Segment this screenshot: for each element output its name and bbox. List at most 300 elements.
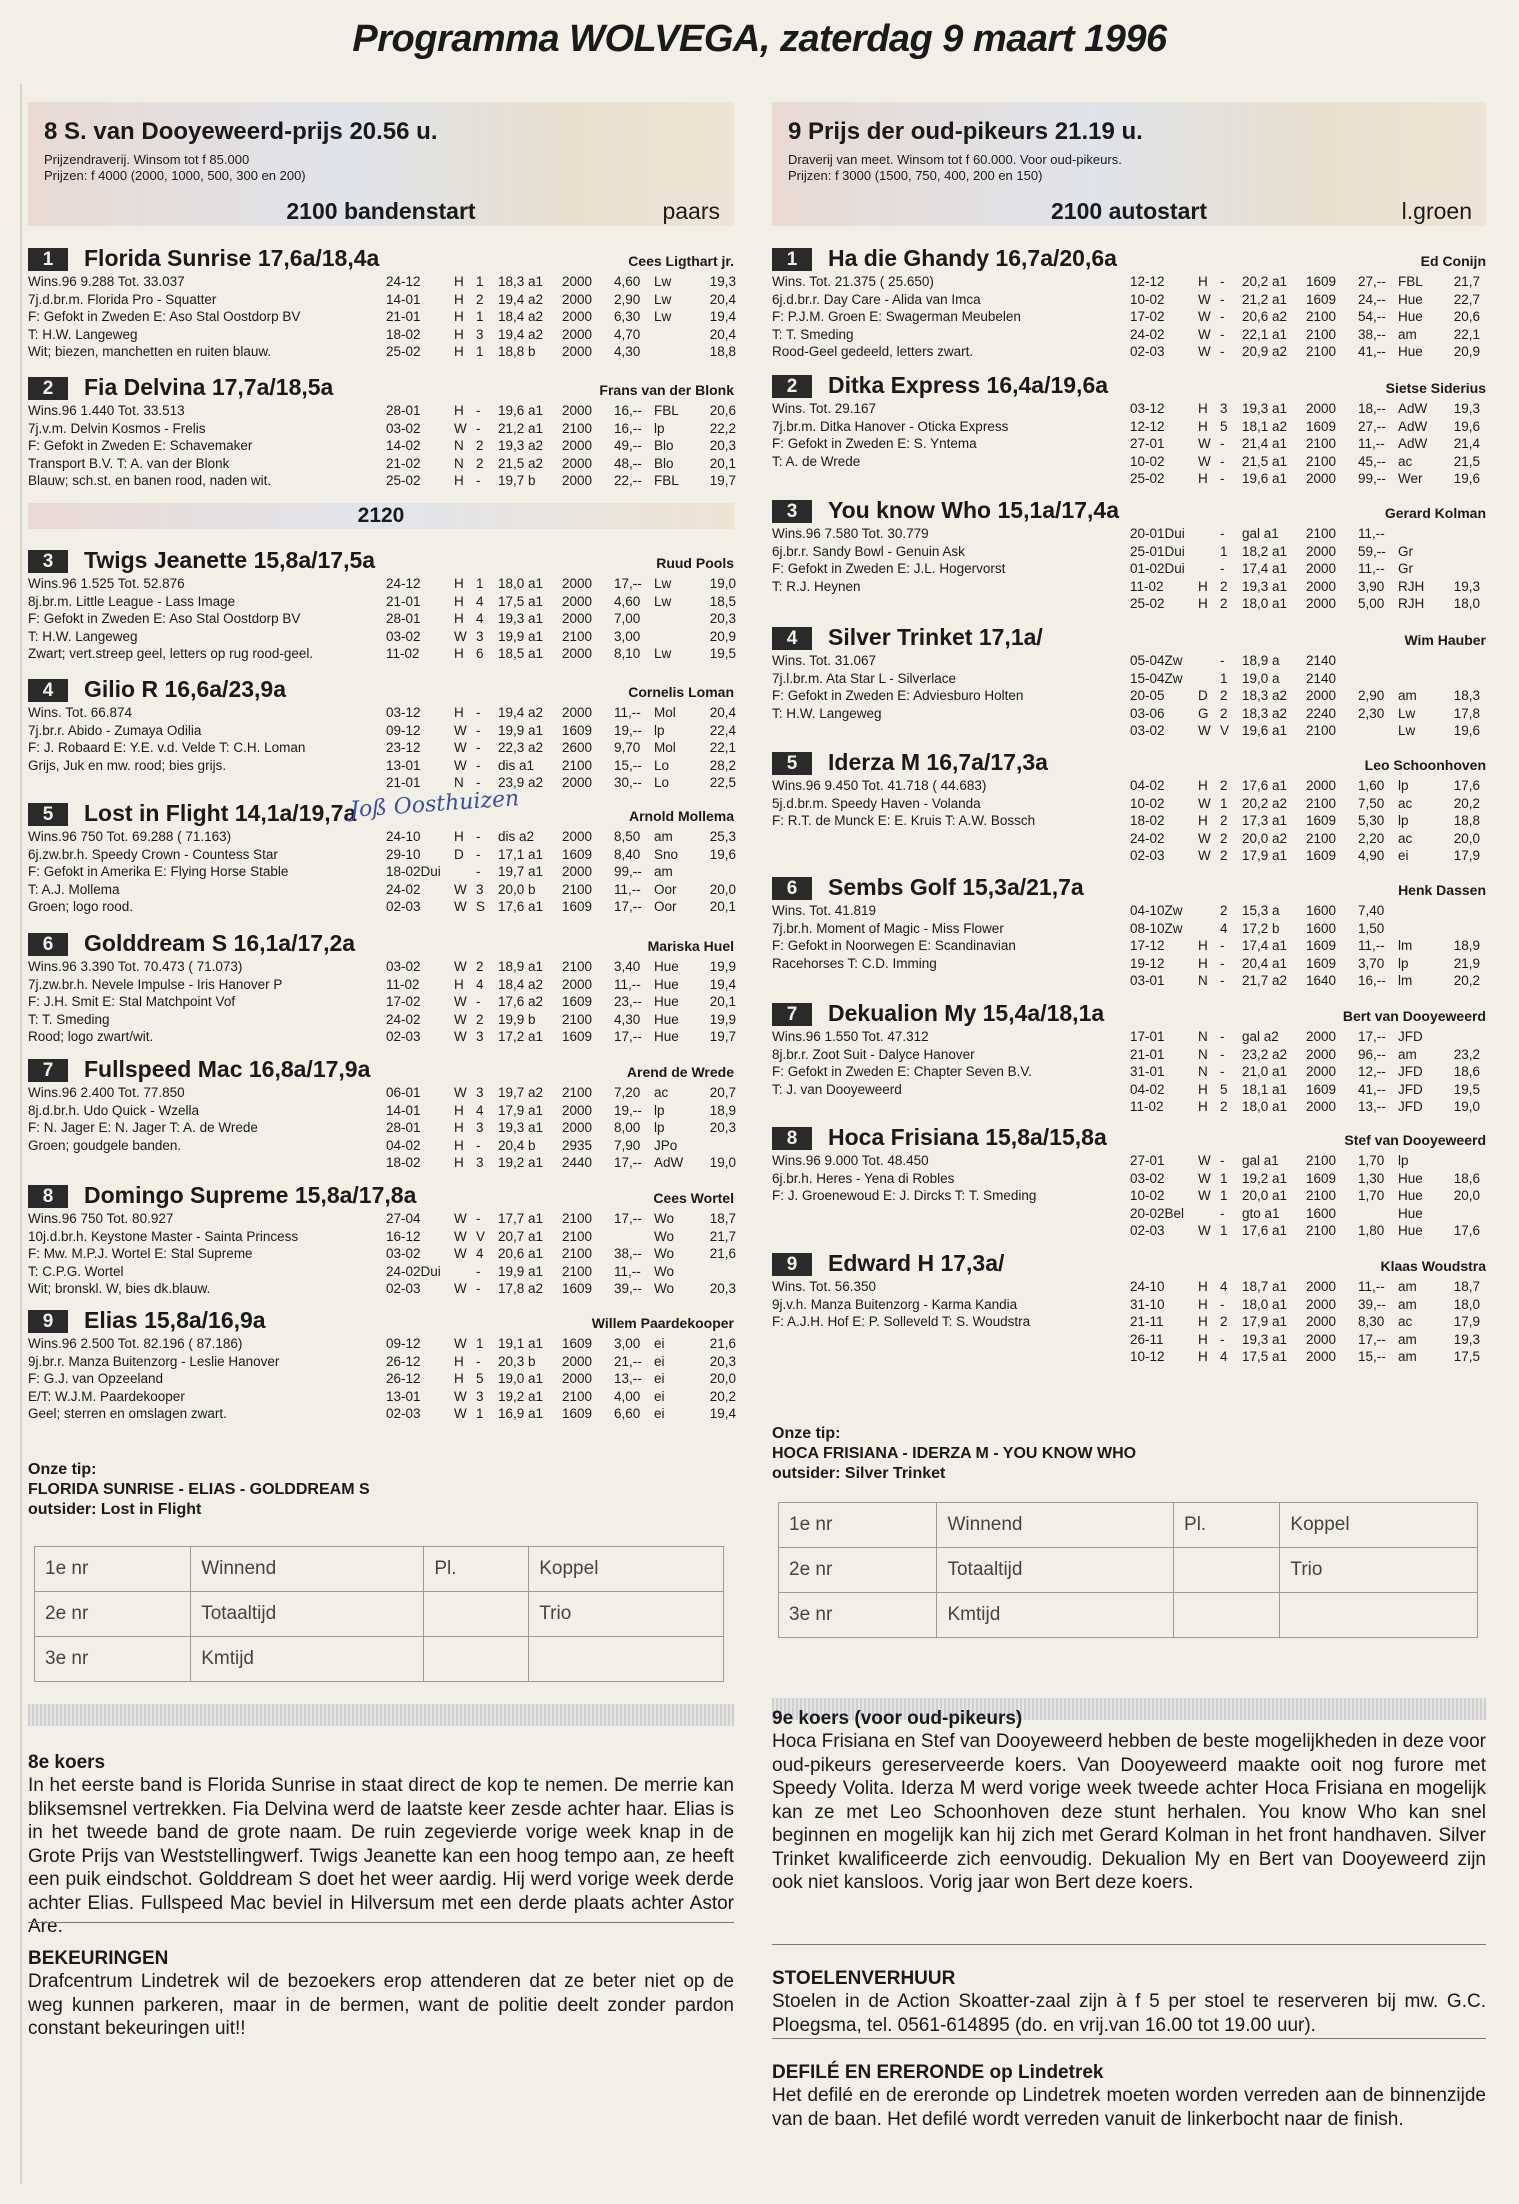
horse-header: [772, 874, 1486, 902]
performance-cell: 2000: [1306, 543, 1337, 559]
horse-entry: [28, 930, 734, 1046]
performance-cell: H: [1198, 955, 1208, 971]
results-row: [35, 1637, 724, 1682]
horse-info-line: Wins.96 2.500 Tot. 82.196 ( 87.186): [28, 1336, 243, 1351]
performance-cell: 08-10Zw: [1130, 920, 1183, 936]
performance-cell: 59,--: [1358, 543, 1386, 559]
horse-info-line: E/T: W.J.M. Paardekooper: [28, 1388, 185, 1404]
performance-cell: 3: [476, 1085, 484, 1100]
performance-row: [1130, 1170, 1480, 1188]
horse-header: [772, 372, 1486, 400]
performance-cell: 21,--: [614, 1353, 642, 1369]
performance-cell: Lo: [654, 757, 670, 773]
performance-cell: Blo: [654, 455, 674, 471]
performance-cell: 2100: [562, 1228, 593, 1244]
horse-info-line: 9j.br.r. Manza Buitenzorg - Leslie Hanover: [28, 1353, 280, 1369]
performance-cell: 18,--: [1358, 401, 1386, 416]
horse-info-line: Wins. Tot. 56.350: [772, 1279, 877, 1294]
horse-entry: [772, 1250, 1486, 1366]
performance-row: [1130, 670, 1480, 688]
performance-cell: 1609: [1306, 274, 1337, 289]
performance-cell: 10-02: [1130, 453, 1165, 469]
performance-cell: H: [1198, 1314, 1208, 1329]
performance-cell: 2000: [562, 291, 593, 307]
horse-details: [28, 958, 734, 1046]
performance-row: [386, 308, 736, 326]
results-cell[interactable]: Winnend: [191, 1547, 424, 1592]
results-cell[interactable]: [1174, 1548, 1280, 1593]
performance-cell: 20,2: [709, 1388, 736, 1404]
horse-header: [28, 547, 734, 575]
performance-row: [386, 1210, 736, 1228]
performance-cell: W: [1198, 436, 1211, 451]
performance-cell: 2000: [1306, 1046, 1337, 1062]
results-row: [35, 1547, 724, 1592]
notice-title: DEFILÉ EN ERERONDE op Lindetrek: [772, 2062, 1104, 2083]
performance-cell: 2000: [1306, 1279, 1337, 1294]
horse-name: Gilio R 16,6a/23,9a: [84, 676, 287, 702]
horse-info-line: 8j.d.br.h. Udo Quick - Wzella: [28, 1102, 200, 1118]
performance-cell: -: [1220, 973, 1225, 988]
horse-info-line: F: Gefokt in Zweden E: Aso Stal Oostdorp BV: [28, 309, 301, 324]
results-cell[interactable]: [424, 1592, 529, 1637]
performance-cell: 18,9 a1: [498, 959, 544, 974]
performance-cell: 14-02: [386, 438, 421, 453]
performance-cell: H: [454, 1120, 464, 1135]
section-rule: [28, 1922, 734, 1923]
performance-cell: W: [454, 1281, 467, 1296]
performance-cell: 19,5: [709, 646, 736, 661]
performance-cell: -: [1220, 344, 1225, 359]
performance-cell: 1609: [1306, 813, 1337, 828]
performance-cell: W: [1198, 1153, 1211, 1168]
performance-cell: FBL: [1398, 274, 1423, 289]
performance-cell: 2000: [1306, 1314, 1337, 1329]
performance-cell: W: [454, 722, 467, 738]
horse-details: [28, 828, 734, 916]
performance-cell: Wo: [654, 1246, 675, 1261]
performance-row: [386, 1280, 736, 1298]
performance-cell: 21,2 a1: [1242, 291, 1288, 307]
performance-cell: 3,70: [1358, 955, 1385, 971]
performance-cell: 18,9: [1453, 938, 1480, 953]
performance-cell: gto a1: [1242, 1205, 1280, 1221]
horse-info-line: Wins.96 9.450 Tot. 41.718 ( 44.683): [772, 778, 987, 793]
performance-cell: N: [1198, 1046, 1208, 1062]
performance-cell: Wo: [654, 1281, 675, 1296]
results-cell[interactable]: Winnend: [937, 1503, 1174, 1548]
performance-cell: 2: [476, 455, 484, 471]
performance-cell: W: [1198, 291, 1211, 307]
performance-cell: 13,--: [1358, 1099, 1386, 1114]
horse-info-line: Blauw; sch.st. en banen rood, naden wit.: [28, 473, 272, 488]
performance-cell: 19,3: [1453, 401, 1480, 416]
horse-info-line: Wins. Tot. 29.167: [772, 401, 877, 416]
performance-cell: 04-02: [1130, 1081, 1165, 1097]
results-cell[interactable]: [424, 1637, 529, 1682]
performance-cell: 1: [476, 576, 484, 591]
performance-cell: 5: [476, 1371, 484, 1386]
performance-cell: 39,--: [614, 1281, 642, 1296]
performance-cell: 1609: [1306, 291, 1337, 307]
performance-cell: 1609: [1306, 938, 1337, 953]
performance-cell: 39,--: [1358, 1296, 1386, 1312]
performance-cell: 20,3: [709, 611, 736, 626]
performance-cell: 20,0: [709, 881, 736, 897]
performance-cell: 17,2 b: [1242, 920, 1280, 936]
performance-cell: 15-04Zw: [1130, 670, 1183, 686]
page-title: Programma WOLVEGA, zaterdag 9 maart 1996: [352, 18, 1167, 60]
performance-row: [386, 739, 736, 757]
performance-cell: H: [1198, 401, 1208, 416]
performance-cell: 21-01: [386, 309, 421, 324]
results-cell[interactable]: Kmtijd: [191, 1637, 424, 1682]
performance-cell: 2000: [562, 473, 593, 488]
performance-cell: 16,--: [1358, 973, 1386, 988]
performance-cell: 31-10: [1130, 1296, 1165, 1312]
performance-cell: 18,8 b: [498, 344, 536, 359]
performance-cell: H: [454, 705, 464, 720]
performance-cell: 3: [476, 881, 484, 897]
performance-cell: 2935: [562, 1137, 593, 1153]
horse-details: [772, 400, 1486, 488]
driver-name: Cees Wortel: [653, 1190, 734, 1206]
performance-cell: 3: [1220, 401, 1228, 416]
performance-cell: am: [1398, 1296, 1417, 1312]
performance-row: [386, 1353, 736, 1371]
race-conditions: [44, 152, 306, 184]
horse-info-line: T: C.P.G. Wortel: [28, 1263, 124, 1279]
performance-cell: 21-02: [386, 455, 421, 471]
horse-info-line: Wins.96 3.390 Tot. 70.473 ( 71.073): [28, 959, 243, 974]
horse-info-line: F: J.H. Smit E: Stal Matchpoint Vof: [28, 994, 236, 1009]
horse-info-line: Wit; biezen, manchetten en ruiten blauw.: [28, 344, 272, 359]
performance-cell: 24-12: [386, 576, 421, 591]
performance-cell: Hue: [1398, 1170, 1423, 1186]
performance-cell: 2600: [562, 740, 593, 755]
performance-cell: 27,--: [1358, 274, 1386, 289]
performance-cell: 2000: [1306, 1029, 1337, 1044]
performance-cell: 5,30: [1358, 813, 1385, 828]
horse-info-line: Groen; logo rood.: [28, 899, 134, 914]
performance-cell: 24-02: [1130, 830, 1165, 846]
performance-cell: 01-02Dui: [1130, 561, 1185, 576]
performance-cell: 3: [476, 628, 484, 644]
past-performances: [1130, 273, 1480, 361]
performance-cell: 2000: [562, 593, 593, 609]
performance-cell: 18,2 a1: [1242, 543, 1288, 559]
results-cell[interactable]: Kmtijd: [937, 1593, 1174, 1638]
performance-cell: 21,7 a2: [1242, 973, 1288, 988]
performance-cell: 03-12: [1130, 401, 1165, 416]
results-cell[interactable]: 3e nr: [779, 1593, 937, 1638]
page-fold: [20, 84, 22, 2184]
performance-row: [386, 1119, 736, 1137]
performance-cell: Lo: [654, 775, 670, 790]
performance-cell: -: [476, 1263, 481, 1279]
performance-cell: lp: [654, 1120, 665, 1135]
horse-info-line: T: R.J. Heynen: [772, 578, 861, 594]
performance-cell: Mol: [654, 705, 676, 720]
horse-details: [772, 525, 1486, 613]
performance-cell: 28-01: [386, 1120, 421, 1135]
performance-cell: H: [454, 403, 464, 418]
performance-cell: 4,90: [1358, 848, 1385, 863]
performance-cell: H: [1198, 1296, 1208, 1312]
horse-info: [772, 273, 1132, 361]
performance-cell: 2000: [562, 705, 593, 720]
horse-name: Elias 15,8a/16,9a: [84, 1307, 266, 1333]
performance-cell: 15,--: [1358, 1349, 1386, 1364]
performance-cell: 2000: [562, 611, 593, 626]
horse-number-badge: 2: [28, 377, 68, 400]
performance-cell: ei: [1398, 848, 1409, 863]
results-cell[interactable]: [1174, 1593, 1280, 1638]
performance-cell: 3: [476, 1120, 484, 1135]
driver-name: Frans van der Blonk: [599, 382, 734, 398]
tip-line: HOCA FRISIANA - IDERZA M - YOU KNOW WHO: [772, 1445, 1137, 1462]
performance-cell: 12-12: [1130, 418, 1165, 434]
performance-cell: H: [454, 309, 464, 324]
performance-cell: 19,0: [709, 1155, 736, 1170]
performance-cell: 03-02: [1130, 1170, 1165, 1186]
driver-name: Leo Schoonhoven: [1364, 757, 1486, 773]
performance-cell: 21-01: [386, 775, 421, 790]
horse-details: [28, 273, 734, 361]
performance-cell: 21,4: [1453, 436, 1480, 451]
performance-cell: 11-02: [386, 976, 420, 992]
horse-info-line: T: T. Smeding: [28, 1011, 110, 1027]
performance-cell: 1609: [1306, 1081, 1337, 1097]
horse-name: Florida Sunrise 17,6a/18,4a: [84, 245, 380, 271]
horse-info-line: Wins. Tot. 31.067: [772, 653, 877, 668]
performance-cell: AdW: [1398, 436, 1428, 451]
results-cell[interactable]: Totaaltijd: [191, 1592, 424, 1637]
results-cell[interactable]: Totaaltijd: [937, 1548, 1174, 1593]
performance-cell: lp: [1398, 813, 1409, 828]
horse-info-line: Wins.96 750 Tot. 80.927: [28, 1211, 174, 1226]
performance-cell: 1600: [1306, 1205, 1337, 1221]
results-cell[interactable]: 3e nr: [35, 1637, 191, 1682]
performance-cell: H: [1198, 1081, 1208, 1097]
horse-info-line: Wins.96 1.525 Tot. 52.876: [28, 576, 185, 591]
performance-cell: 20,2: [1453, 795, 1480, 811]
horse-header: [28, 1307, 734, 1335]
horse-info-line: T: T. Smeding: [772, 326, 854, 342]
horse-name: Golddream S 16,1a/17,2a: [84, 930, 356, 956]
horse-name: Fia Delvina 17,7a/18,5a: [84, 374, 334, 400]
performance-cell: 04-10Zw: [1130, 903, 1183, 918]
performance-row: [1130, 435, 1480, 453]
performance-cell: 96,--: [1358, 1046, 1386, 1062]
performance-cell: 16-12: [386, 1228, 421, 1244]
race-color-label: paars: [662, 198, 720, 224]
performance-cell: 20,1: [709, 899, 736, 914]
horse-info: [28, 1210, 388, 1298]
performance-cell: 19,3 a1: [498, 1120, 544, 1135]
performance-row: [386, 1228, 736, 1246]
performance-cell: V: [1220, 723, 1230, 738]
driver-name: Ruud Pools: [656, 555, 734, 571]
performance-cell: 11,--: [1358, 1279, 1385, 1294]
horse-number-badge: 9: [772, 1253, 812, 1276]
performance-cell: D: [1198, 688, 1208, 703]
results-table: [778, 1502, 1478, 1638]
results-cell[interactable]: Trio: [529, 1592, 724, 1637]
performance-cell: H: [454, 976, 464, 992]
performance-cell: 1609: [562, 994, 593, 1009]
horse-number-badge: 7: [772, 1003, 812, 1026]
performance-cell: 2: [1220, 903, 1228, 918]
performance-cell: 2: [476, 1011, 484, 1027]
performance-cell: 24-02: [386, 881, 421, 897]
performance-cell: 03-01: [1130, 973, 1165, 988]
performance-cell: 19,2 a1: [1242, 1170, 1288, 1186]
performance-cell: 02-03: [1130, 848, 1165, 863]
performance-cell: 20,6: [1453, 309, 1480, 324]
performance-cell: 10-02: [1130, 291, 1165, 307]
results-cell[interactable]: Pl.: [424, 1547, 529, 1592]
performance-cell: -: [1220, 274, 1225, 289]
performance-cell: -: [1220, 326, 1225, 342]
tip-line: Onze tip:: [772, 1425, 841, 1442]
horse-number-badge: 5: [772, 752, 812, 775]
horse-details: [772, 1278, 1486, 1366]
performance-cell: 14-01: [386, 291, 421, 307]
results-cell[interactable]: Koppel: [529, 1547, 724, 1592]
results-cell[interactable]: 2e nr: [35, 1592, 191, 1637]
horse-info: [772, 525, 1132, 595]
performance-row: [386, 1245, 736, 1263]
performance-cell: 22,--: [614, 473, 642, 488]
performance-row: [386, 1102, 736, 1120]
performance-cell: H: [454, 646, 464, 661]
results-cell[interactable]: [529, 1637, 724, 1682]
performance-cell: 17-02: [1130, 309, 1165, 324]
results-cell[interactable]: Pl.: [1174, 1503, 1280, 1548]
performance-cell: 3,00: [614, 1336, 641, 1351]
performance-row: [1130, 902, 1480, 920]
performance-cell: -: [476, 1137, 481, 1153]
performance-cell: 4: [476, 593, 484, 609]
performance-cell: 2100: [562, 1011, 593, 1027]
performance-cell: 19,7 b: [498, 473, 536, 488]
results-cell[interactable]: Trio: [1280, 1548, 1478, 1593]
performance-cell: 8,50: [614, 829, 641, 844]
performance-cell: 18-02: [386, 1155, 421, 1170]
performance-cell: ei: [654, 1388, 665, 1404]
performance-cell: am: [654, 864, 673, 879]
horse-info-line: F: R.T. de Munck E: E. Kruis T: A.W. Bossch: [772, 813, 1036, 828]
performance-cell: Lw: [654, 274, 672, 289]
performance-row: [1130, 560, 1480, 578]
performance-cell: 19,3 a1: [498, 611, 544, 626]
performance-cell: 2000: [1306, 561, 1337, 576]
performance-row: [1130, 418, 1480, 436]
performance-cell: 3,00: [614, 628, 641, 644]
performance-cell: H: [1198, 596, 1208, 611]
horse-info: [772, 652, 1132, 722]
performance-cell: 27-01: [1130, 1153, 1165, 1168]
performance-cell: 17,6 a1: [1242, 1223, 1288, 1238]
horse-info-line: Wins.96 2.400 Tot. 77.850: [28, 1085, 185, 1100]
performance-row: [1130, 830, 1480, 848]
horse-info-line: Wins. Tot. 41.819: [772, 903, 877, 918]
performance-cell: 2000: [562, 1371, 593, 1386]
results-cell[interactable]: 2e nr: [779, 1548, 937, 1593]
performance-cell: 02-03: [1130, 1223, 1165, 1238]
performance-cell: ac: [1398, 830, 1413, 846]
performance-cell: 2100: [562, 881, 593, 897]
performance-cell: 2000: [1306, 1099, 1337, 1114]
performance-cell: 2100: [562, 628, 593, 644]
horse-info: [772, 1028, 1132, 1098]
performance-cell: 4: [476, 976, 484, 992]
results-cell[interactable]: 1e nr: [35, 1547, 191, 1592]
performance-cell: 2: [1220, 596, 1228, 611]
performance-cell: 23,2 a2: [1242, 1046, 1288, 1062]
performance-cell: -: [476, 775, 481, 790]
performance-cell: 20,4 b: [498, 1137, 536, 1153]
performance-cell: 17,--: [614, 1029, 642, 1044]
horse-number-badge: 6: [28, 933, 68, 956]
performance-row: [386, 437, 736, 455]
performance-cell: W: [1198, 723, 1211, 738]
performance-row: [386, 1263, 736, 1281]
performance-cell: Hue: [1398, 1188, 1423, 1203]
horse-info-line: T: H.W. Langeweg: [772, 705, 882, 721]
performance-cell: 2000: [562, 403, 593, 418]
horse-info-line: Groen; goudgele banden.: [28, 1137, 182, 1153]
performance-cell: ei: [654, 1353, 665, 1369]
performance-cell: 20,6 a2: [1242, 309, 1288, 324]
performance-cell: -: [1220, 453, 1225, 469]
performance-cell: 26-12: [386, 1371, 421, 1386]
horse-info-line: F: Gefokt in Noorwegen E: Scandinavian: [772, 938, 1016, 953]
performance-cell: 11-02: [386, 646, 420, 661]
performance-cell: 10-12: [1130, 1349, 1165, 1364]
performance-cell: 9,70: [614, 740, 641, 755]
performance-cell: 11-02: [1130, 578, 1164, 594]
past-performances: [1130, 652, 1480, 740]
past-performances: [386, 273, 736, 361]
horse-details: [772, 777, 1486, 865]
performance-cell: N: [454, 438, 464, 453]
performance-cell: Sno: [654, 846, 679, 862]
performance-cell: H: [1198, 1279, 1208, 1294]
performance-cell: Hue: [654, 959, 679, 974]
performance-cell: S: [476, 899, 486, 914]
horse-entry: [772, 245, 1486, 361]
past-performances: [1130, 902, 1480, 990]
horse-info-line: Wins. Tot. 66.874: [28, 705, 133, 720]
performance-cell: 20,9 a2: [1242, 344, 1288, 359]
performance-cell: 4,60: [614, 593, 641, 609]
performance-row: [1130, 543, 1480, 561]
performance-cell: 7,90: [614, 1137, 641, 1153]
results-cell[interactable]: Koppel: [1280, 1503, 1478, 1548]
performance-cell: 17,--: [614, 1155, 642, 1170]
performance-cell: 17,5: [1453, 1349, 1480, 1364]
past-performances: [386, 828, 736, 916]
performance-cell: 20,1: [709, 994, 736, 1009]
results-cell[interactable]: [1280, 1593, 1478, 1638]
results-cell[interactable]: 1e nr: [779, 1503, 937, 1548]
performance-cell: H: [1198, 418, 1208, 434]
notice-body: Het defilé en de ereronde op Lindetrek moeten worden verreden aan de binnenzijde van de baan. Het defilé wordt verreden vanuit de linkerbocht naar de finish.: [772, 2085, 1486, 2130]
performance-cell: 2100: [562, 1246, 593, 1261]
performance-row: [1130, 291, 1480, 309]
